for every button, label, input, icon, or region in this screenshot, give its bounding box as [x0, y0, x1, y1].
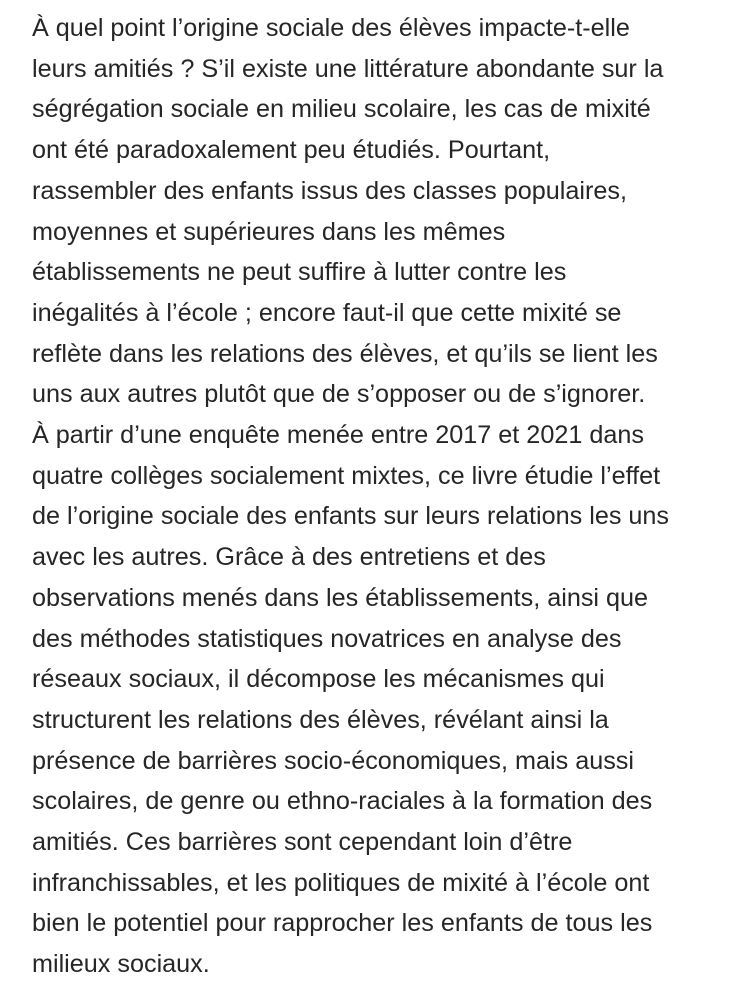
description-line: leurs amitiés ? S’il existe une littérature abondante sur la: [32, 54, 664, 83]
description-line: ségrégation sociale en milieu scolaire, les cas de mixité: [32, 95, 651, 124]
description-line: présence de barrières socio-économiques, mais aussi: [32, 746, 634, 775]
description-line: établissements ne peut suffire à lutter contre les: [32, 258, 567, 287]
description-line: des méthodes statistiques novatrices en analyse des: [32, 624, 622, 653]
description-line: observations menés dans les établissements, ainsi que: [32, 583, 649, 612]
description-line: rassembler des enfants issus des classes populaires,: [32, 176, 627, 205]
description-line: moyennes et supérieures dans les mêmes: [32, 217, 506, 246]
description-line: milieux sociaux.: [32, 950, 210, 979]
description-line: inégalités à l’école ; encore faut-il que cette mixité se: [32, 298, 622, 327]
description-line: reflète dans les relations des élèves, et qu’ils se lient les: [32, 339, 658, 368]
description-line: avec les autres. Grâce à des entretiens et des: [32, 543, 546, 572]
description-line: scolaires, de genre ou ethno-raciales à la formation des: [32, 787, 653, 816]
description-line: uns aux autres plutôt que de s’opposer ou de s’ignorer.: [32, 380, 646, 409]
description-line: quatre collèges socialement mixtes, ce livre étudie l’effet: [32, 461, 661, 490]
description-line: ont été paradoxalement peu étudiés. Pourtant,: [32, 136, 551, 165]
description-line: amitiés. Ces barrières sont cependant loin d’être: [32, 828, 573, 857]
description-line: structurent les relations des élèves, révélant ainsi la: [32, 705, 609, 734]
description-line: infranchissables, et les politiques de mixité à l’école ont: [32, 868, 650, 897]
description-line: de l’origine sociale des enfants sur leurs relations les uns: [32, 502, 670, 531]
description-line: À partir d’une enquête menée entre 2017 et 2021 dans: [32, 421, 644, 450]
description-line: À quel point l’origine sociale des élèves impacte-t-elle: [32, 14, 630, 42]
description-line: réseaux sociaux, il décompose les mécanismes qui: [32, 665, 605, 694]
description-line: bien le potentiel pour rapprocher les enfants de tous les: [32, 909, 653, 938]
